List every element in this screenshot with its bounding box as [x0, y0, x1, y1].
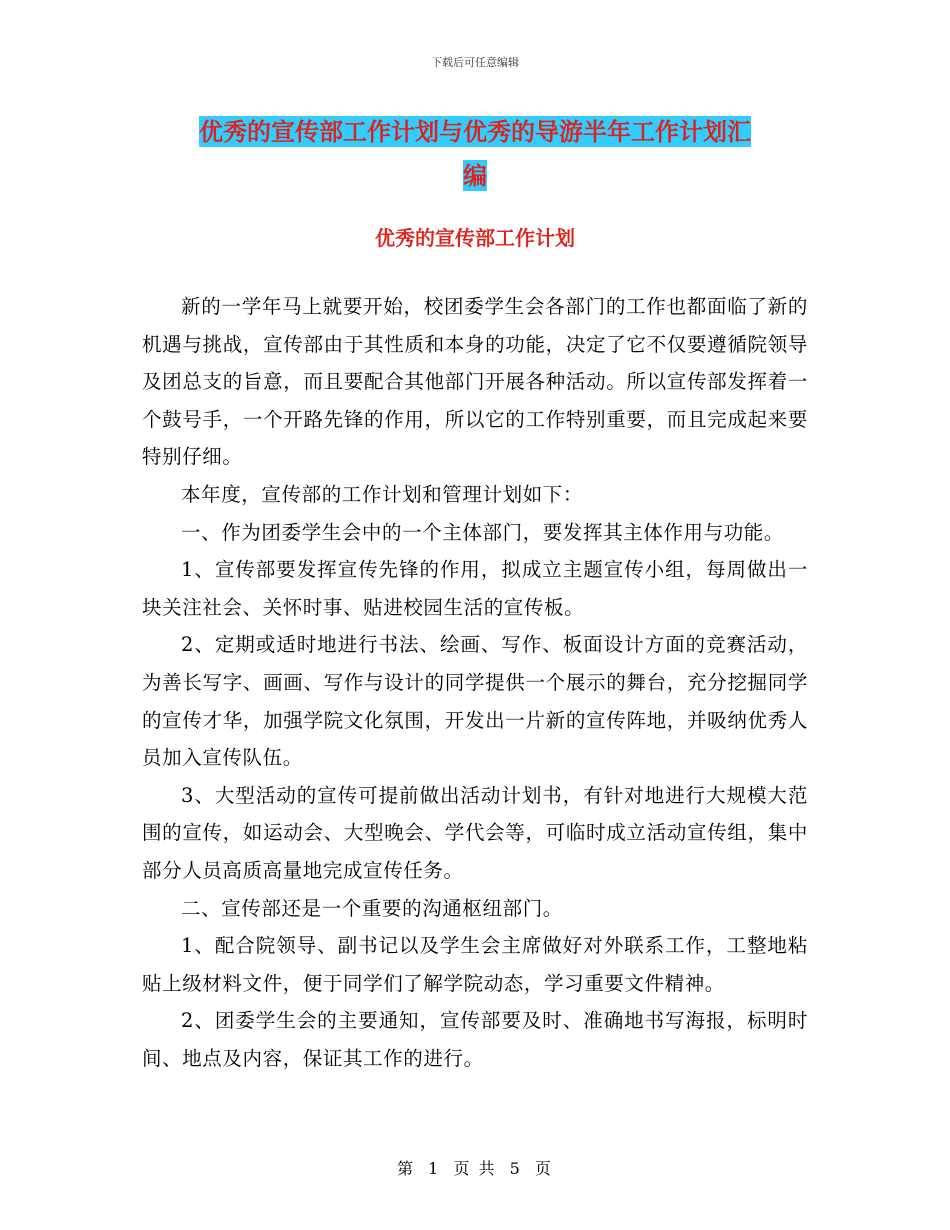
title-highlight-2: 编 — [463, 161, 487, 190]
page-header: 下载后可任意编辑 — [431, 56, 519, 69]
section-heading: 优秀的宣传部工作计划 — [375, 226, 575, 250]
document-title — [140, 110, 810, 198]
paragraph: 2、团委学生会的主要通知，宣传部要及时、准确地书写海报，标明时间、地点及内容，保证其工作的进行。 — [142, 1009, 808, 1070]
footer-suffix: 页 — [534, 1159, 553, 1178]
paragraph: 3、大型活动的宣传可提前做出活动计划书，有针对地进行大规模大范围的宣传，如运动会、大型晚会、学代会等，可临时成立活动宣传组，集中部分人员高质高量地完成宣传任务。 — [142, 783, 808, 882]
footer-prefix: 第 — [397, 1159, 416, 1178]
page-footer — [0, 1156, 950, 1179]
title-highlight-1: 优秀的宣传部工作计划与优秀的导游半年工作计划汇 — [199, 117, 751, 146]
title-line-2 — [140, 154, 810, 198]
paragraph: 新的一学年马上就要开始，校团委学生会各部门的工作也都面临了新的机遇与挑战，宣传部由于其性质和本身的功能，决定了它不仅要遵循院领导及团总支的旨意，而且要配合其他部门开展各种活动。所以宣传部发挥着一个鼓号手，一个开路先锋的作用，所以它的工作特别重要，而且完成起来要特别仔细。 — [142, 295, 808, 469]
current-page-number: 1 — [428, 1159, 441, 1178]
paragraph: 本年度，宣传部的工作计划和管理计划如下： — [181, 482, 584, 506]
paragraph: 一、作为团委学生会中的一个主体部门，要发挥其主体作用与功能。 — [181, 520, 785, 544]
total-page-count: 5 — [509, 1159, 522, 1178]
paragraph: 2、定期或适时地进行书法、绘画、写作、板面设计方面的竞赛活动，为善长写字、画画、写作与设计的同学提供一个展示的舞台，充分挖掘同学的宣传才华，加强学院文化氛围，开发出一片新的宣传阵地，并吸纳优秀人员加入宣传队伍。 — [142, 633, 808, 770]
document-body — [142, 288, 808, 1077]
paragraph: 1、宣传部要发挥宣传先锋的作用，拟成立主题宣传小组，每周做出一块关注社会、关怀时事、贴进校园生活的宣传板。 — [142, 558, 808, 619]
paragraph: 1、配合院领导、副书记以及学生会主席做好对外联系工作，工整地粘贴上级材料文件，便于同学们了解学院动态，学习重要文件精神。 — [142, 934, 808, 995]
paragraph: 二、宣传部还是一个重要的沟通枢纽部门。 — [181, 896, 563, 920]
title-line-1 — [140, 110, 810, 154]
footer-mid: 页 共 — [453, 1159, 497, 1178]
